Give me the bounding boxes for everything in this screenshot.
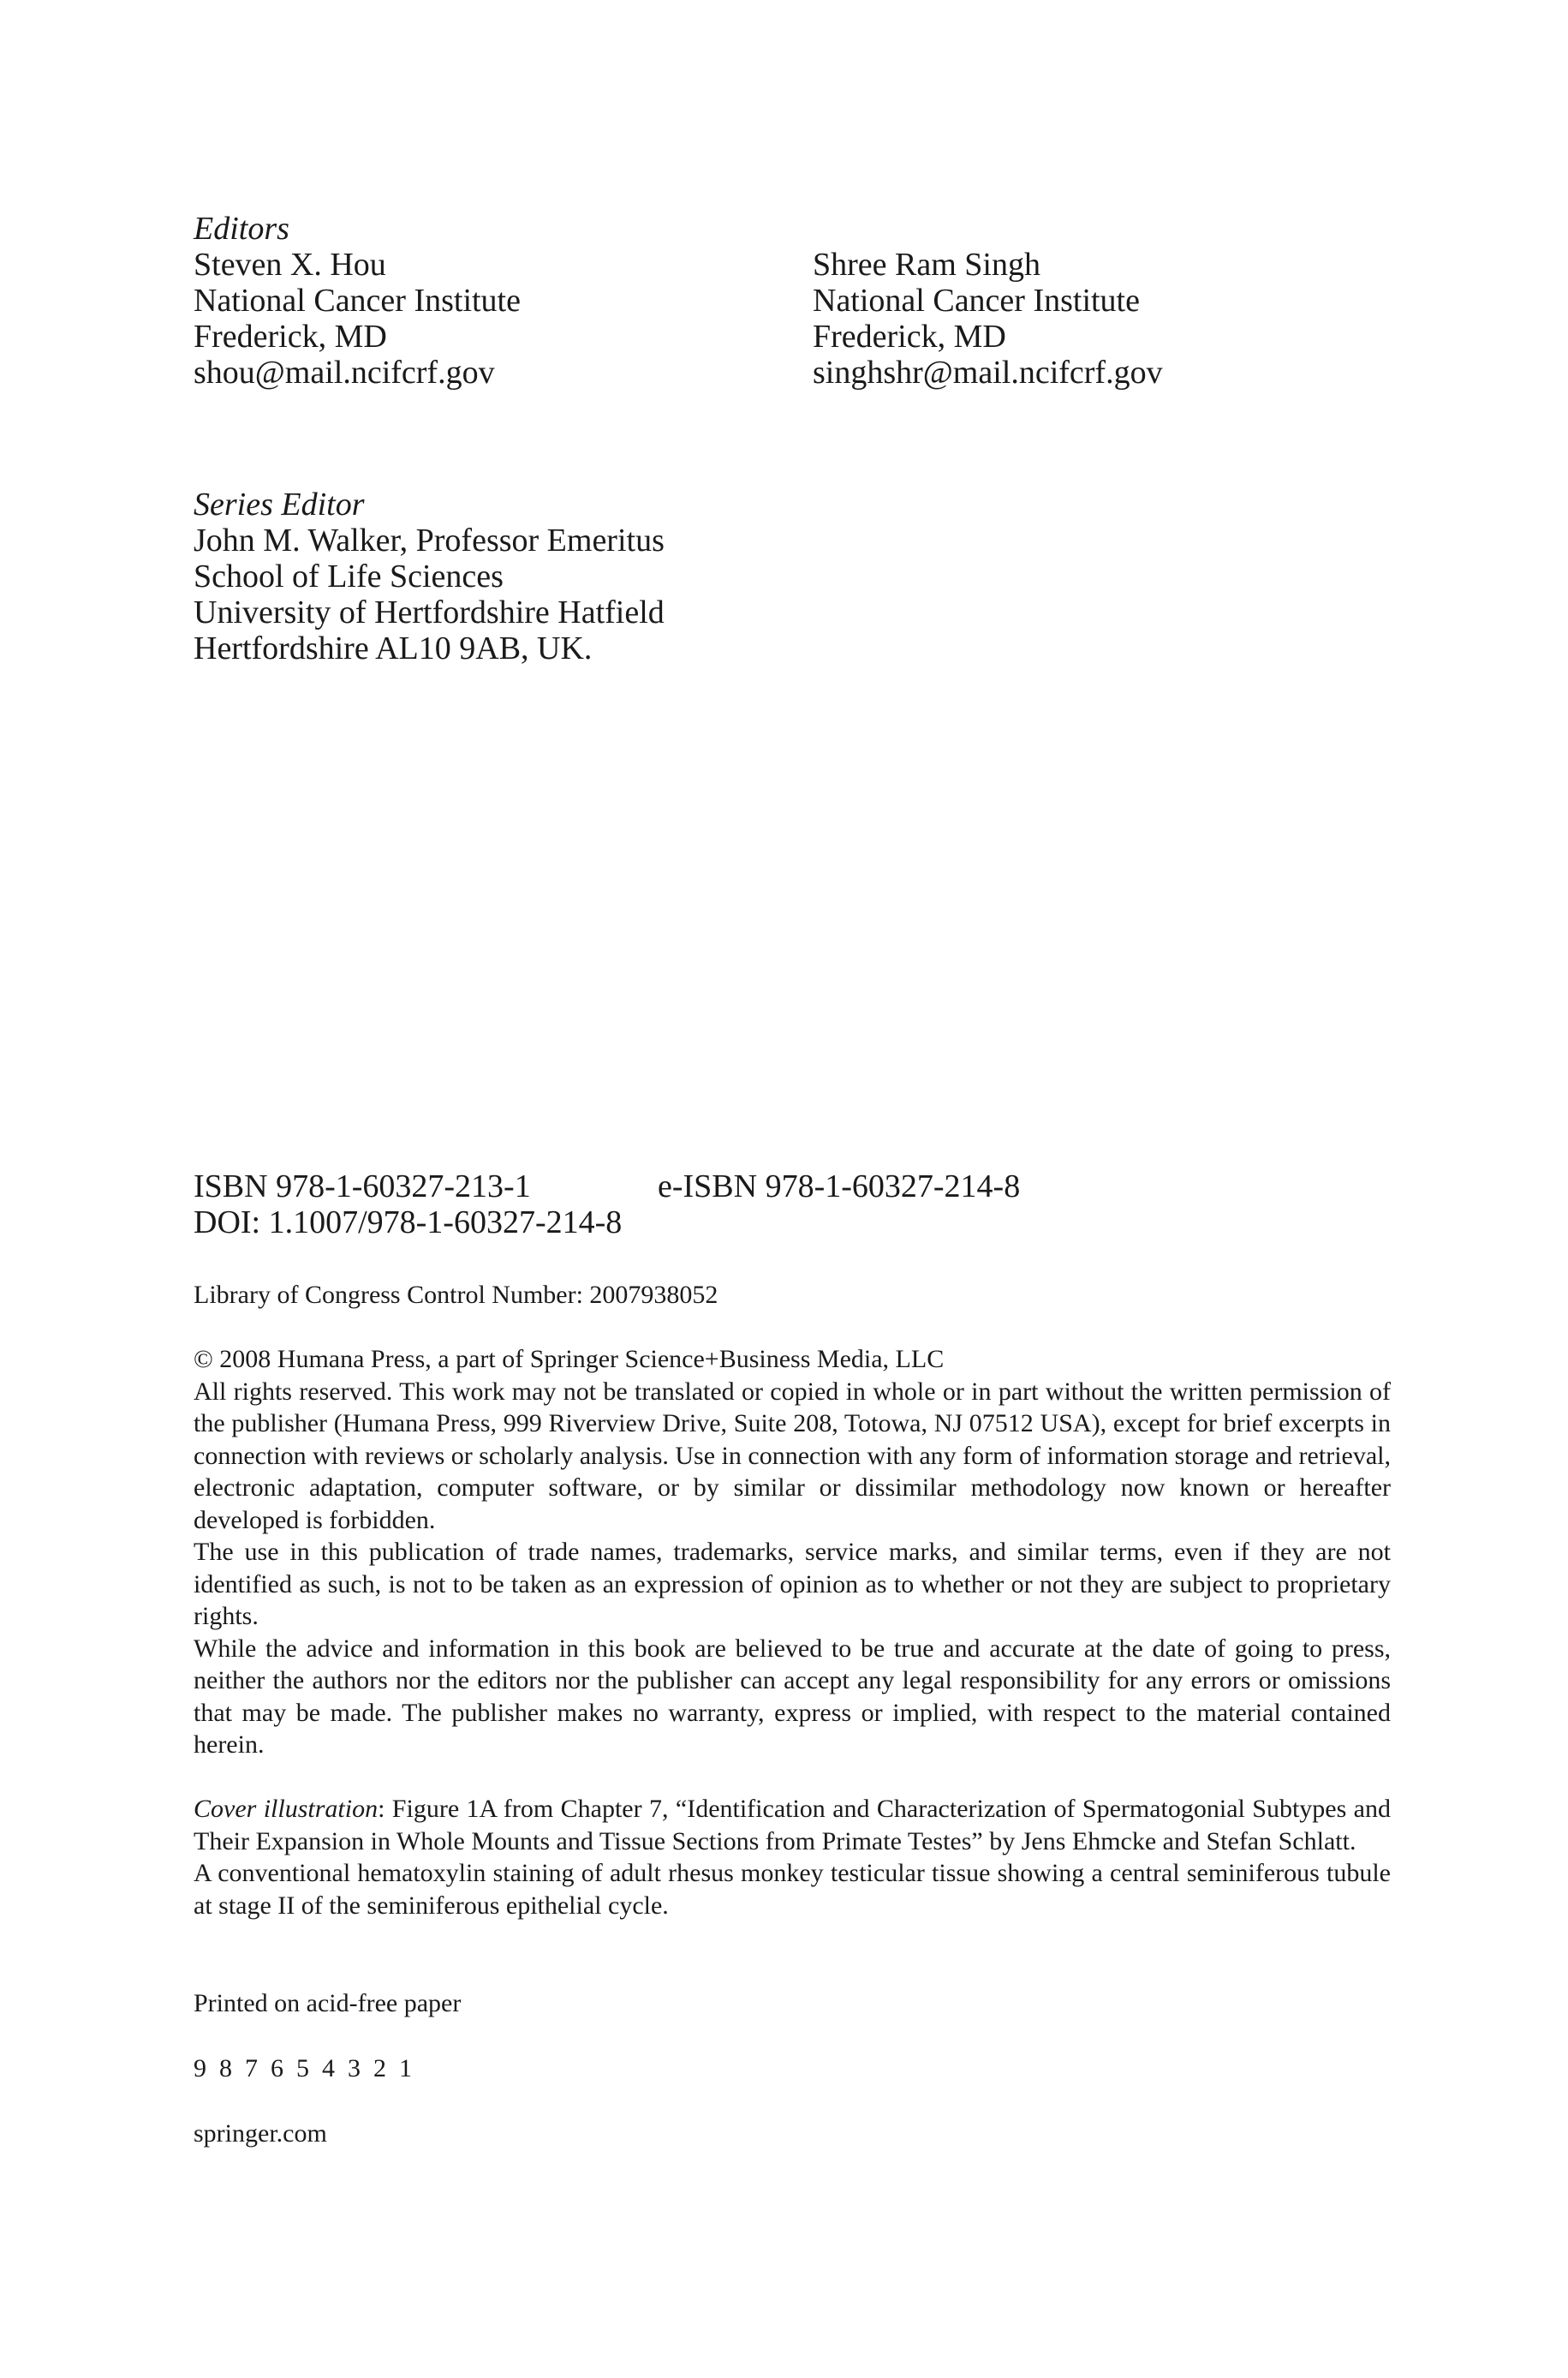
cover-text: : Figure 1A from Chapter 7, “Identification and Characterization of Spermatogonial Subtypes and Their Expansion in Whole Mounts and Tissue Sections from Primate Testes” by Jens Ehmcke and Stefan Schlatt. [194,1795,1391,1855]
editor-name: Steven X. Hou [194,247,386,283]
doi: DOI: 1.1007/978-1-60327-214-8 [194,1204,623,1240]
printing-number: 3 [348,2054,361,2082]
isbn: ISBN 978-1-60327-213-1 [194,1168,531,1204]
printing-number: 7 [245,2054,258,2082]
printing-number: 1 [399,2054,412,2082]
series-editor-line: School of Life Sciences [194,559,504,594]
editor-institution: National Cancer Institute [813,283,1140,319]
website: springer.com [194,2119,327,2148]
cover-description: A conventional hematoxylin staining of adult rhesus monkey testicular tissue showing a central seminiferous tubule at stage II of the seminiferous epithelial cycle. [194,1859,1391,1920]
series-editor-line: Hertfordshire AL10 9AB, UK. [194,630,593,666]
lccn: Library of Congress Control Number: 2007938052 [194,1281,718,1309]
printing-number: 4 [322,2054,335,2082]
editor-name: Shree Ram Singh [813,247,1040,283]
editor-email: shou@mail.ncifcrf.gov [194,355,495,391]
series-editor-block [194,487,964,666]
paper-note: Printed on acid-free paper [194,1989,462,2017]
editor-city: Frederick, MD [194,319,387,355]
cover-illustration-block [194,1793,1391,1921]
editor-email: singhshr@mail.ncifcrf.gov [813,355,1163,391]
printing-number: 2 [373,2054,386,2082]
trade-names-paragraph: The use in this publication of trade names, trademarks, service marks, and similar terms, even if they are not identified as such, is not to be taken as an expression of opinion as to whether or not they are subject to proprietary rights. [194,1538,1391,1630]
series-editor-line: University of Hertfordshire Hatfield [194,594,665,630]
copyright-notice: © 2008 Humana Press, a part of Springer Science+Business Media, LLC [194,1345,945,1373]
printing-number: 8 [219,2054,232,2082]
printing-number: 9 [194,2054,206,2082]
editor-institution: National Cancer Institute [194,283,521,319]
rights-paragraph: All rights reserved. This work may not be translated or copied in whole or in part without the written permission of the publisher (Humana Press, 999 Riverview Drive, Suite 208, Totowa, NJ 07512 USA), except for brief excerpts in connection with reviews or scholarly analysis. Use in connection with any form of information storage and retrieval, electronic adaptation, computer software, or by similar or dissimilar methodology now known or hereafter developed is forbidden. [194,1377,1391,1534]
copyright-block [194,1343,1391,1761]
cover-label: Cover illustration [194,1795,379,1823]
advice-paragraph: While the advice and information in this book are believed to be true and accurate at the date of going to press, neither the authors nor the editors nor the publisher can accept any legal responsibility for any errors or omissions that may be made. The publisher makes no warranty, express or implied, with respect to the material contained herein. [194,1634,1391,1759]
editors-heading: Editors [194,211,289,247]
editors-right-block [813,247,1464,391]
printing-number: 6 [271,2054,283,2082]
e-isbn: e-ISBN 978-1-60327-214-8 [658,1168,1021,1204]
series-editor-line: John M. Walker, Professor Emeritus [194,523,665,559]
printing-number: 5 [296,2054,309,2082]
cover-credit [194,1793,1391,1857]
editor-city: Frederick, MD [813,319,1006,355]
series-editor-heading: Series Editor [194,487,365,523]
editors-left-block [194,211,793,391]
printing-numbers [194,2052,425,2085]
